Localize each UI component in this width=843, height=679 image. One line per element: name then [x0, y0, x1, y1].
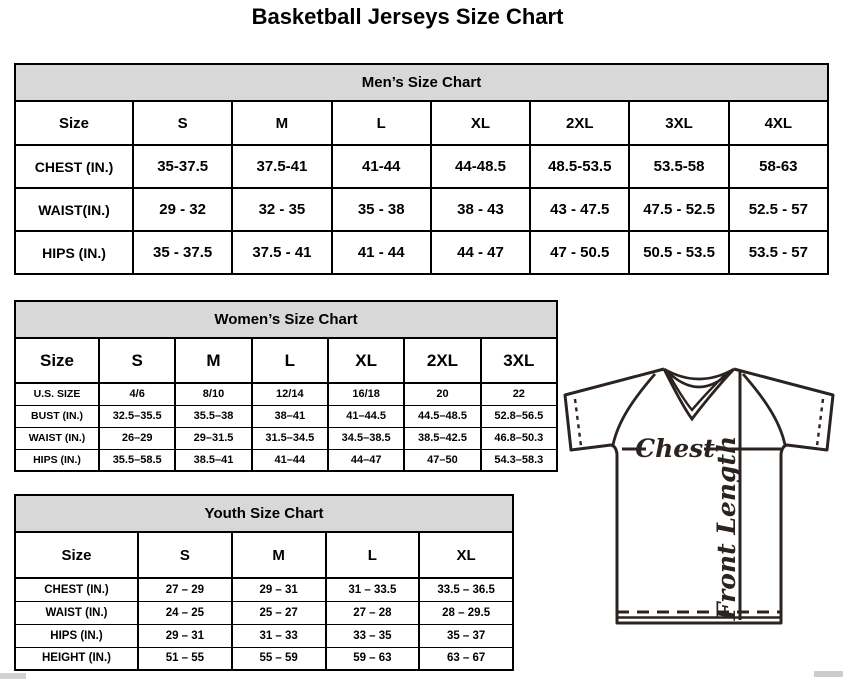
table-header-row: [15, 338, 557, 383]
table-row: [15, 578, 513, 601]
table-cell: 41 - 44: [332, 231, 431, 274]
table-cell: 28 – 29.5: [419, 601, 513, 624]
table-cell: 35.5–38: [175, 405, 251, 427]
column-header-cell: S: [138, 532, 232, 578]
table-cell: 52.5 - 57: [729, 188, 828, 231]
table-cell: 38.5–42.5: [404, 427, 480, 449]
table-cell: 31 – 33: [232, 624, 326, 647]
table-cell: 44 - 47: [431, 231, 530, 274]
mens-size-table: [14, 63, 829, 275]
size-header-cell: Size: [15, 101, 133, 145]
table-cell: 31.5–34.5: [252, 427, 328, 449]
table-cell: 38.5–41: [175, 449, 251, 471]
table-row: [15, 405, 557, 427]
row-label-cell: U.S. SIZE: [15, 383, 99, 405]
womens-size-table: [14, 300, 558, 472]
table-cell: 54.3–58.3: [481, 449, 557, 471]
table-cell: 53.5-58: [629, 145, 728, 188]
column-header-cell: 2XL: [530, 101, 629, 145]
mens-table-title: Men’s Size Chart: [15, 64, 828, 101]
table-cell: 35 - 38: [332, 188, 431, 231]
table-row: [15, 383, 557, 405]
right-sleeve-seam: [743, 374, 785, 445]
table-title-row: [15, 64, 828, 101]
table-cell: 44.5–48.5: [404, 405, 480, 427]
table-cell: 29 - 32: [133, 188, 232, 231]
scrollbar-fragment-right[interactable]: [814, 671, 843, 677]
table-cell: 35-37.5: [133, 145, 232, 188]
table-header-row: [15, 532, 513, 578]
jersey-outline: [565, 369, 833, 623]
table-cell: 41-44: [332, 145, 431, 188]
table-cell: 29–31.5: [175, 427, 251, 449]
table-row: [15, 427, 557, 449]
scrollbar-fragment-left[interactable]: [0, 673, 26, 679]
table-cell: 38 - 43: [431, 188, 530, 231]
table-header-row: [15, 101, 828, 145]
page-title: Basketball Jerseys Size Chart: [251, 4, 564, 29]
table-cell: 33.5 – 36.5: [419, 578, 513, 601]
table-cell: 16/18: [328, 383, 404, 405]
column-header-cell: 4XL: [729, 101, 828, 145]
table-cell: 24 – 25: [138, 601, 232, 624]
table-cell: 29 – 31: [232, 578, 326, 601]
table-cell: 27 – 29: [138, 578, 232, 601]
column-header-cell: XL: [328, 338, 404, 383]
column-header-cell: M: [232, 101, 331, 145]
table-cell: 35 – 37: [419, 624, 513, 647]
row-label-cell: HIPS (IN.): [15, 449, 99, 471]
table-cell: 37.5-41: [232, 145, 331, 188]
table-cell: 31 – 33.5: [326, 578, 420, 601]
table-cell: 29 – 31: [138, 624, 232, 647]
row-label-cell: CHEST (IN.): [15, 145, 133, 188]
table-cell: 48.5-53.5: [530, 145, 629, 188]
chest-label: Chest: [635, 434, 715, 463]
table-row: [15, 188, 828, 231]
youth-table-title: Youth Size Chart: [15, 495, 513, 532]
column-header-cell: L: [326, 532, 420, 578]
row-label-cell: HIPS (IN.): [15, 624, 138, 647]
column-header-cell: M: [232, 532, 326, 578]
table-title-row: [15, 495, 513, 532]
column-header-cell: L: [252, 338, 328, 383]
table-cell: 58-63: [729, 145, 828, 188]
column-header-cell: S: [99, 338, 175, 383]
column-header-cell: 3XL: [629, 101, 728, 145]
table-cell: 27 – 28: [326, 601, 420, 624]
table-cell: 44–47: [328, 449, 404, 471]
left-cuff-dashed-line: [575, 399, 581, 446]
row-label-cell: BUST (IN.): [15, 405, 99, 427]
row-label-cell: WAIST(IN.): [15, 188, 133, 231]
table-cell: 12/14: [252, 383, 328, 405]
row-label-cell: WAIST (IN.): [15, 427, 99, 449]
column-header-cell: 3XL: [481, 338, 557, 383]
column-header-cell: XL: [431, 101, 530, 145]
table-cell: 55 – 59: [232, 647, 326, 670]
column-header-cell: L: [332, 101, 431, 145]
table-cell: 47–50: [404, 449, 480, 471]
table-cell: 4/6: [99, 383, 175, 405]
table-cell: 44-48.5: [431, 145, 530, 188]
table-cell: 34.5–38.5: [328, 427, 404, 449]
jersey-diagram: [556, 356, 843, 646]
column-header-cell: M: [175, 338, 251, 383]
size-header-cell: Size: [15, 338, 99, 383]
table-cell: 53.5 - 57: [729, 231, 828, 274]
row-label-cell: HIPS (IN.): [15, 231, 133, 274]
row-label-cell: CHEST (IN.): [15, 578, 138, 601]
table-cell: 41–44: [252, 449, 328, 471]
table-cell: 38–41: [252, 405, 328, 427]
womens-table-title: Women’s Size Chart: [15, 301, 557, 338]
right-cuff-dashed-line: [817, 399, 823, 446]
table-cell: 63 – 67: [419, 647, 513, 670]
table-cell: 47 - 50.5: [530, 231, 629, 274]
table-cell: 46.8–50.3: [481, 427, 557, 449]
table-cell: 20: [404, 383, 480, 405]
row-label-cell: WAIST (IN.): [15, 601, 138, 624]
table-cell: 50.5 - 53.5: [629, 231, 728, 274]
column-header-cell: 2XL: [404, 338, 480, 383]
table-cell: 37.5 - 41: [232, 231, 331, 274]
table-cell: 52.8–56.5: [481, 405, 557, 427]
table-row: [15, 647, 513, 670]
table-cell: 43 - 47.5: [530, 188, 629, 231]
table-row: [15, 145, 828, 188]
table-cell: 32.5–35.5: [99, 405, 175, 427]
row-label-cell: HEIGHT (IN.): [15, 647, 138, 670]
front-length-label: Front Length: [712, 435, 741, 621]
table-row: [15, 624, 513, 647]
table-title-row: [15, 301, 557, 338]
table-cell: 26–29: [99, 427, 175, 449]
table-cell: 8/10: [175, 383, 251, 405]
table-row: [15, 449, 557, 471]
table-cell: 59 – 63: [326, 647, 420, 670]
table-row: [15, 601, 513, 624]
table-cell: 32 - 35: [232, 188, 331, 231]
table-cell: 25 – 27: [232, 601, 326, 624]
size-header-cell: Size: [15, 532, 138, 578]
table-cell: 35 - 37.5: [133, 231, 232, 274]
column-header-cell: S: [133, 101, 232, 145]
table-cell: 51 – 55: [138, 647, 232, 670]
youth-size-table: [14, 494, 514, 671]
table-cell: 22: [481, 383, 557, 405]
table-cell: 33 – 35: [326, 624, 420, 647]
table-cell: 35.5–58.5: [99, 449, 175, 471]
table-row: [15, 231, 828, 274]
table-cell: 41–44.5: [328, 405, 404, 427]
column-header-cell: XL: [419, 532, 513, 578]
table-cell: 47.5 - 52.5: [629, 188, 728, 231]
